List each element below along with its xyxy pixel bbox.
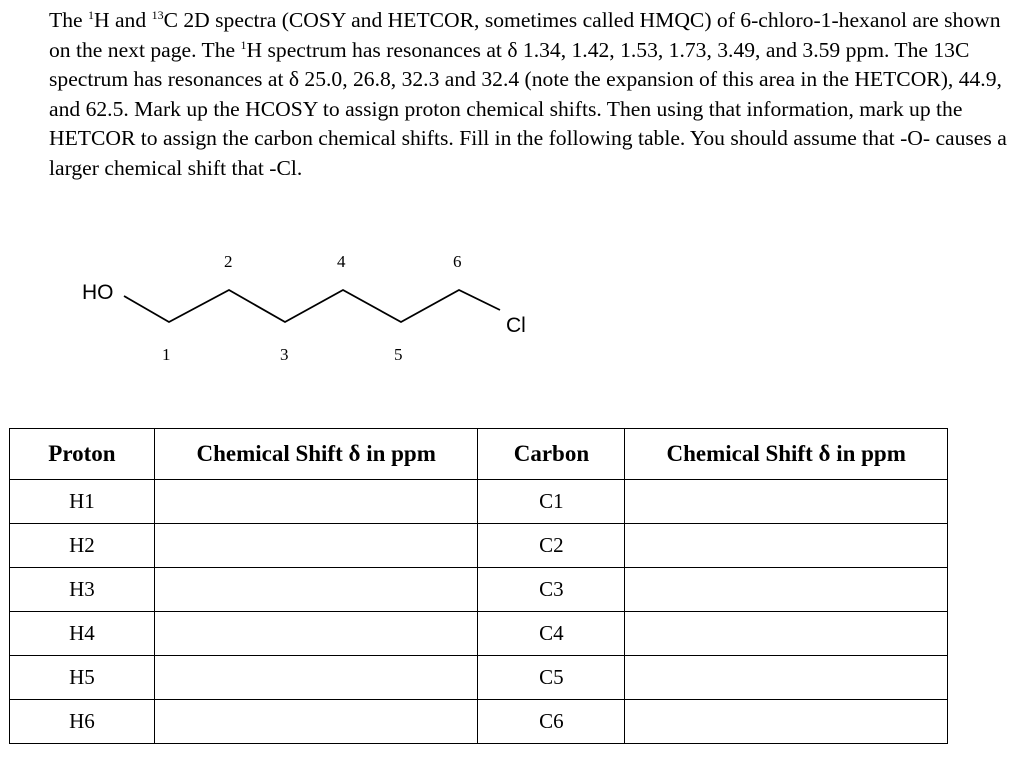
carbon-number-6: 6 [453, 252, 462, 271]
chlorine-label: Cl [506, 314, 526, 337]
header-proton: Proton [10, 429, 155, 480]
text-segment: H spectrum has resonances at δ 1.34, 1.42, 1.53, 1.73, 3.49, and 3.59 ppm. The 13C spectrum has resonances at δ 25.0, 26.8, 32.3 and 32.4 (note the expansion of this area in the HETCOR), 44.9, and 62.5. Mark up the HCOSY to assign proton chemical shifts. Then using that information, mark up the HETCOR to assign the carbon chemical shifts. Fill in the following table. You should assume that -O- causes a larger chemical shift that -Cl. [49, 37, 1007, 180]
proton-shift-cell[interactable] [154, 568, 478, 612]
carbon-shift-cell[interactable] [625, 524, 948, 568]
text-segment: H and [93, 8, 152, 32]
proton-cell: H1 [10, 480, 155, 524]
carbon-shift-cell[interactable] [625, 568, 948, 612]
carbon-cell: C1 [478, 480, 625, 524]
carbon-number-4: 4 [337, 252, 346, 271]
proton-cell: H2 [10, 524, 155, 568]
proton-shift-cell[interactable] [154, 480, 478, 524]
text-segment: C 2D spectra (COSY and HETCOR, sometimes called HMQC) of 6-chloro-1-hexanol are shown on the next page. The [49, 8, 1001, 62]
carbon-shift-cell[interactable] [625, 612, 948, 656]
proton-shift-cell[interactable] [154, 524, 478, 568]
carbon-cell: C6 [478, 700, 625, 744]
carbon-number-2: 2 [224, 252, 233, 271]
text-segment: The [49, 8, 88, 32]
molecule-structure [0, 240, 560, 370]
problem-statement [49, 6, 1024, 184]
carbon-number-5: 5 [394, 345, 403, 364]
proton-cell: H5 [10, 656, 155, 700]
carbon-number-1: 1 [162, 345, 171, 364]
carbon-chain [124, 290, 500, 322]
proton-cell: H3 [10, 568, 155, 612]
header-carbon: Carbon [478, 429, 625, 480]
proton-shift-cell[interactable] [154, 700, 478, 744]
carbon-shift-cell[interactable] [625, 700, 948, 744]
superscript: 1 [240, 37, 247, 52]
table-row [10, 524, 948, 568]
table-header-row [10, 429, 948, 480]
table-row [10, 568, 948, 612]
table-row [10, 480, 948, 524]
hydroxyl-label: HO [82, 281, 114, 304]
superscript: 13 [151, 8, 164, 22]
carbon-shift-cell[interactable] [625, 480, 948, 524]
carbon-cell: C2 [478, 524, 625, 568]
carbon-cell: C3 [478, 568, 625, 612]
header-proton-shift: Chemical Shift δ in ppm [154, 429, 478, 480]
table-row [10, 612, 948, 656]
proton-cell: H4 [10, 612, 155, 656]
chemical-shift-table [9, 428, 948, 744]
table-row [10, 700, 948, 744]
proton-shift-cell[interactable] [154, 656, 478, 700]
proton-shift-cell[interactable] [154, 612, 478, 656]
table-row [10, 656, 948, 700]
carbon-cell: C4 [478, 612, 625, 656]
proton-cell: H6 [10, 700, 155, 744]
superscript: 1 [87, 8, 94, 22]
carbon-number-3: 3 [280, 345, 289, 364]
header-carbon-shift: Chemical Shift δ in ppm [625, 429, 948, 480]
carbon-shift-cell[interactable] [625, 656, 948, 700]
carbon-cell: C5 [478, 656, 625, 700]
